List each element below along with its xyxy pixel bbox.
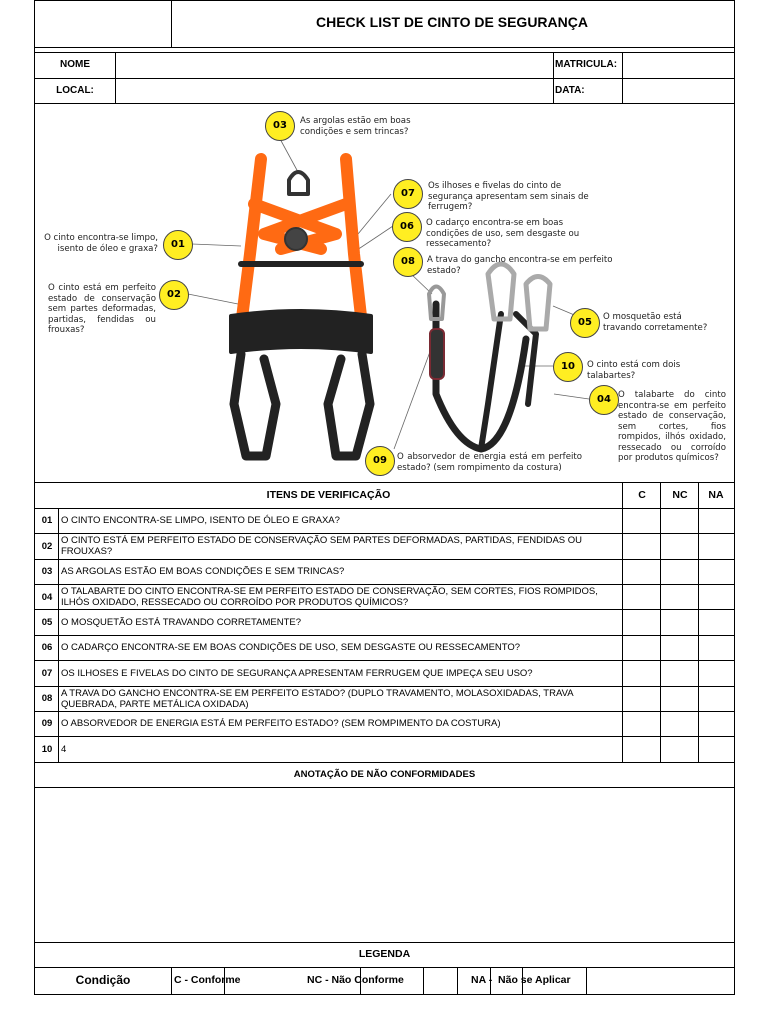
logo-area [36,2,170,46]
callout-07-badge: 07 [393,179,423,209]
legend-na: NA - Não se Aplicar [471,974,571,986]
col-na-header: NA [708,489,724,501]
nome-label: NOME [60,59,90,70]
callout-02-text: O cinto está em perfeito estado de conservação sem partes deformadas, partidas, fendidas ou frouxas? [48,283,156,335]
callout-05-text: O mosquetão está travando corretamente? [603,312,708,333]
callout-06-badge: 06 [392,212,422,242]
col-nc-header: NC [672,489,688,501]
matricula-field[interactable] [624,54,732,77]
callout-05-badge: 05 [570,308,600,338]
row-06-text: O CADARÇO ENCONTRA-SE EM BOAS CONDIÇÕES DE USO, SEM DESGASTE OU RESSECAMENTO? [61,642,521,653]
row-09-text: O ABSORVEDOR DE ENERGIA ESTÁ EM PERFEITO ESTADO? (SEM ROMPIMENTO DA COSTURA) [61,718,501,729]
callout-09-text: O absorvedor de energia está em perfeito estado? (sem rompimento da costura) [397,452,582,473]
callout-07-text: Os ilhoses e fivelas do cinto de segurança apresentam sem sinais de ferrugem? [428,181,589,212]
items-header: ITENS DE VERIFICAÇÃO [266,489,391,501]
row-02-text: O CINTO ESTÁ EM PERFEITO ESTADO DE CONSERVAÇÃO SEM PARTES DEFORMADAS, PARTIDAS, FENDIDAS OU FROUXAS? [61,535,583,557]
callout-01-text: O cinto encontra-se limpo, isento de óleo e graxa? [44,233,158,254]
row-05-text: O MOSQUETÃO ESTÁ TRAVANDO CORRETAMENTE? [61,617,301,628]
row-01-text: O CINTO ENCONTRA-SE LIMPO, ISENTO DE ÓLEO E GRAXA? [61,515,340,526]
page-title: CHECK LIST DE CINTO DE SEGURANÇA [316,14,588,30]
row-06-num: 06 [41,642,53,653]
data-label: DATA: [555,85,585,96]
local-field[interactable] [117,80,551,102]
callout-10-badge: 10 [553,352,583,382]
legend-nc: NC - Não Conforme [307,974,404,986]
legend-condicao: Condição [75,973,131,987]
callout-03-badge: 03 [265,111,295,141]
col-c-header: C [638,489,646,501]
callout-08-badge: 08 [393,247,423,277]
callout-04-text: O talabarte do cinto encontra-se em perfeito estado de conservação, sem cortes, fios rompidos, ilhós oxidado, ressecado ou corroído por produtos químicos? [618,390,726,463]
nome-field[interactable] [117,54,551,77]
callout-02-badge: 02 [159,280,189,310]
callout-09-badge: 09 [365,446,395,476]
row-05-num: 05 [41,617,53,628]
row-07-text: OS ILHOSES E FIVELAS DO CINTO DE SEGURANÇA APRESENTAM FERRUGEM QUE IMPEÇA SEU USO? [61,668,533,679]
annotations-area[interactable] [36,789,733,941]
callout-01-badge: 01 [163,230,193,260]
row-10-num: 10 [41,744,53,755]
annotations-title: ANOTAÇÃO DE NÃO CONFORMIDADES [293,769,476,780]
legend-title: LEGENDA [358,948,411,960]
row-04-num: 04 [41,592,53,603]
matricula-label: MATRICULA: [555,59,618,70]
local-label: LOCAL: [56,85,94,96]
row-04-text: O TALABARTE DO CINTO ENCONTRA-SE EM PERFEITO ESTADO DE CONSERVAÇÃO, SEM CORTES, FIOS ROMPIDOS, ILHÓS OXIDADO, RESSECADO OU CORROÍDO POR PRODUTOS QUÍMICOS? [61,586,598,608]
callout-03-text: As argolas estão em boas condições e sem trincas? [300,116,411,137]
row-09-num: 09 [41,718,53,729]
data-field[interactable] [624,80,732,102]
row-03-num: 03 [41,566,53,577]
row-02-num: 02 [41,541,53,552]
row-08-num: 08 [41,693,53,704]
callout-10-text: O cinto está com dois talabartes? [587,360,681,381]
callout-06-text: O cadarço encontra-se em boas condições de uso, sem desgaste ou ressecamento? [426,218,580,249]
row-08-text: A TRAVA DO GANCHO ENCONTRA-SE EM PERFEITO ESTADO? (DUPLO TRAVAMENTO, MOLASOXIDADAS, TRAVA QUEBRADA, PARTE METÁLICA OXIDADA) [61,688,574,710]
legend-c: C - Conforme [174,974,241,986]
row-07-num: 07 [41,668,53,679]
row-01-num: 01 [41,515,53,526]
row-10-text: 4 [61,744,67,755]
row-03-text: AS ARGOLAS ESTÃO EM BOAS CONDIÇÕES E SEM TRINCAS? [61,566,345,577]
callout-08-text: A trava do gancho encontra-se em perfeito estado? [427,255,613,276]
callout-04-badge: 04 [589,385,619,415]
